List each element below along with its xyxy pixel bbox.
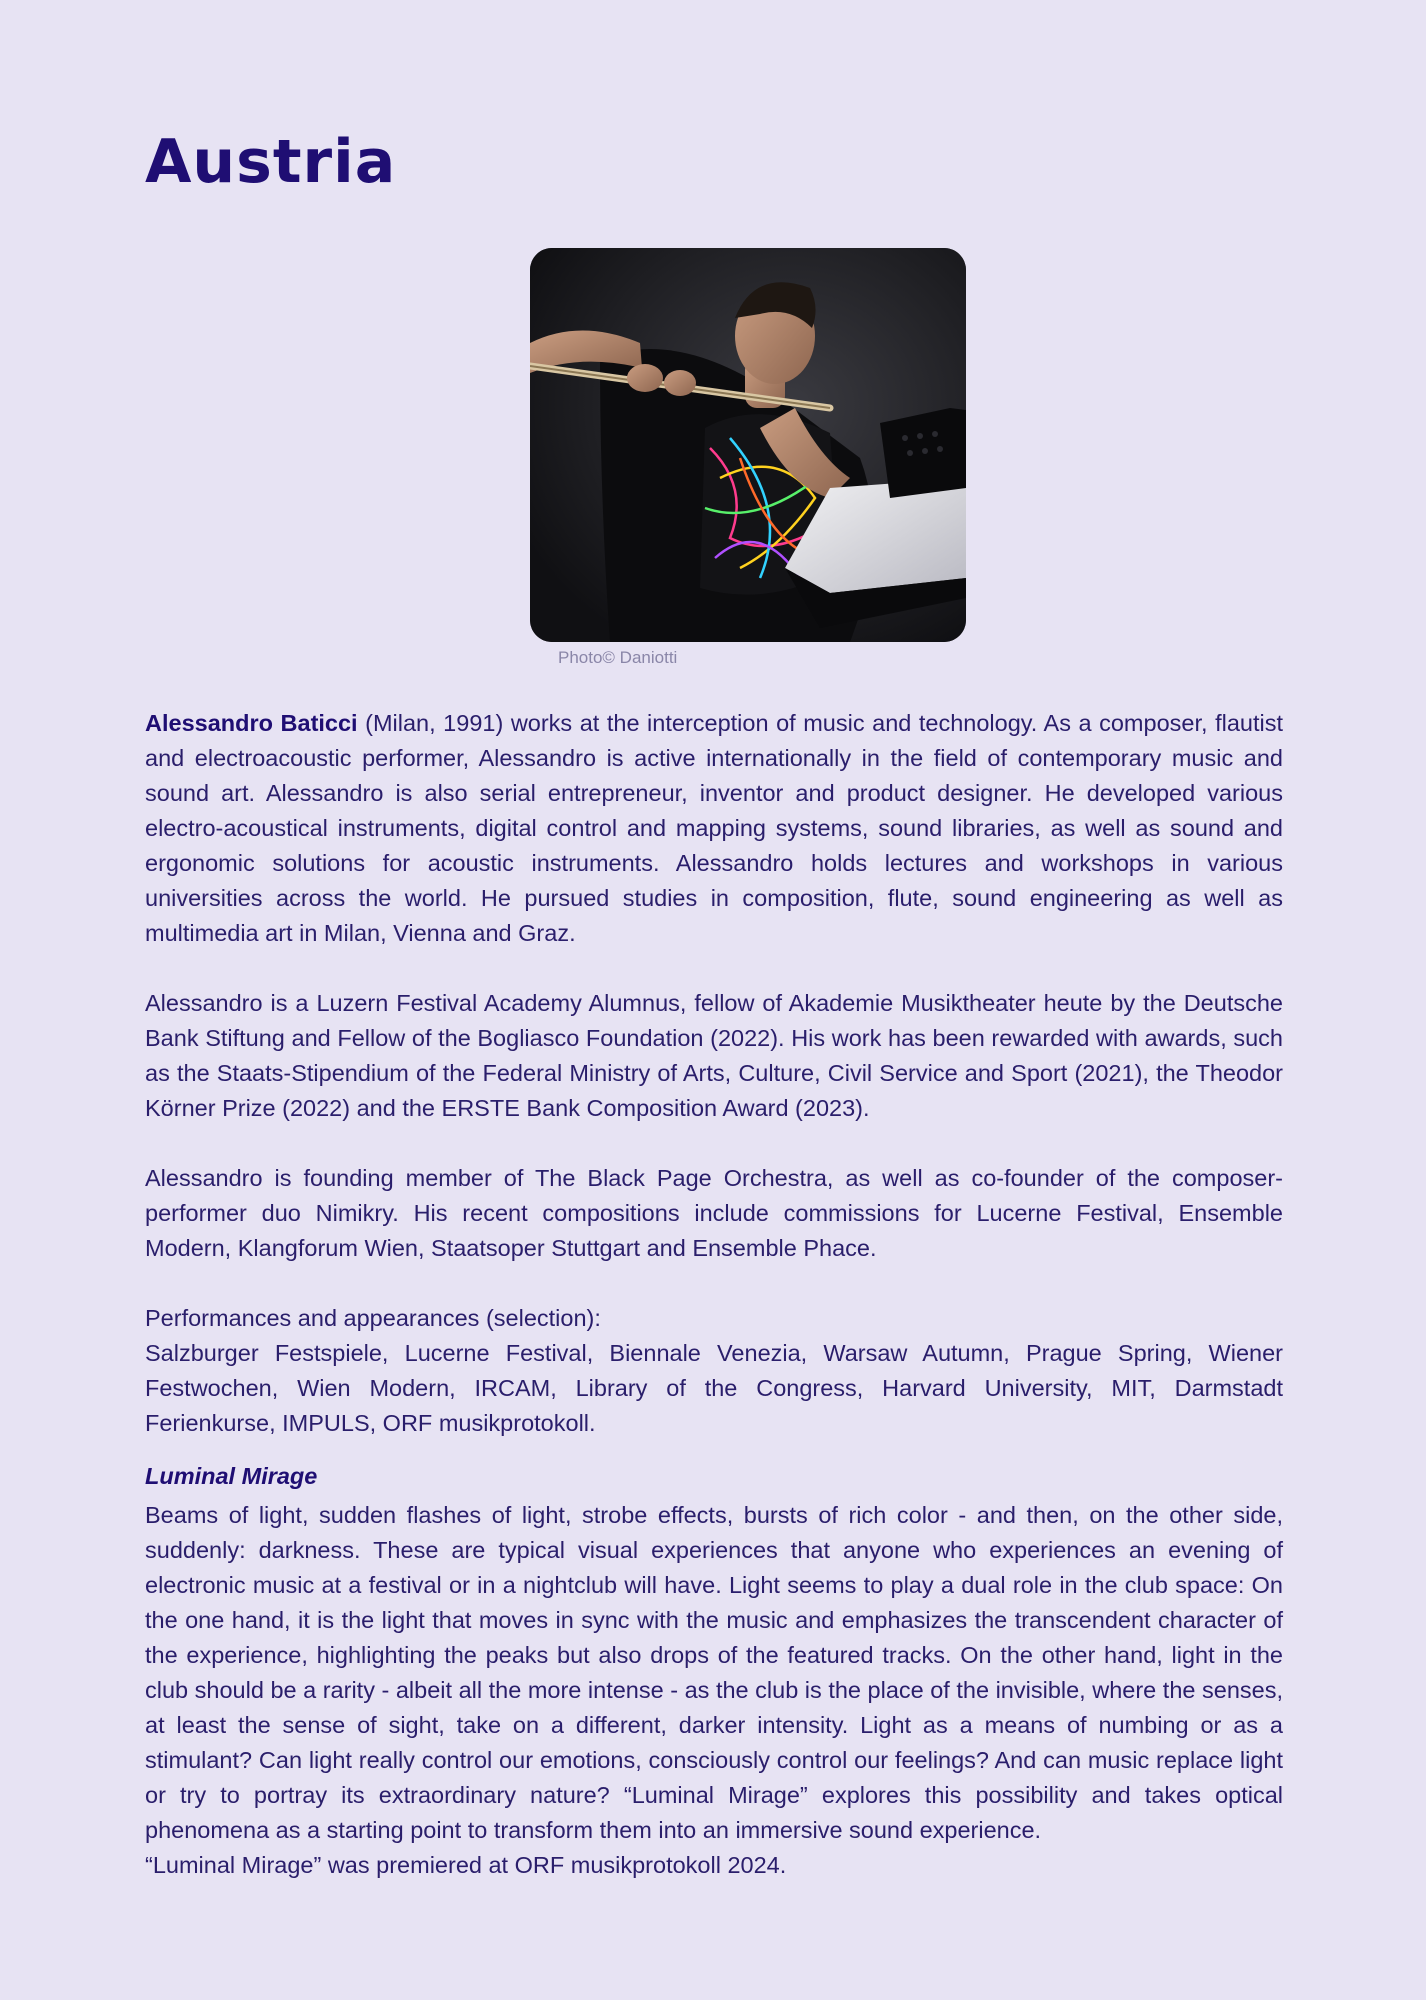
performances-list: Salzburger Festspiele, Lucerne Festival, Biennale Venezia, Warsaw Autumn, Prague Spring, Wiener Festwochen, Wien Modern, IRCAM, Library of the Congress, Harvard University, MIT, Darmstadt Ferienkurse, IMPULS, ORF musikprotokoll. (145, 1340, 1283, 1436)
photo-block (530, 248, 966, 668)
work-title: Luminal Mirage (145, 1463, 318, 1489)
artist-name: Alessandro Baticci (145, 710, 358, 736)
article-body (145, 706, 1283, 1883)
bio-paragraph-3: Alessandro is founding member of The Black Page Orchestra, as well as co-founder of the composer-performer duo Nimikry. His recent compositions include commissions for Lucerne Festival, Ensemble Modern, Klangforum Wien, Staatsoper Stuttgart and Ensemble Phace. (145, 1165, 1283, 1261)
bio-paragraph-2: Alessandro is a Luzern Festival Academy Alumnus, fellow of Akademie Musiktheater heute by the Deutsche Bank Stiftung and Fellow of the Bogliasco Foundation (2022). His work has been rewarded with awards, such as the Staats-Stipendium of the Federal Ministry of Arts, Culture, Civil Service and Sport (2021), the Theodor Körner Prize (2022) and the ERSTE Bank Composition Award (2023). (145, 990, 1283, 1121)
bio-paragraph-1-text: (Milan, 1991) works at the interception of music and technology. As a composer, flautist and electroacoustic performer, Alessandro is active internationally in the field of contemporary music and sound art. Alessandro is also serial entrepreneur, inventor and product designer. He developed various electro-acoustical instruments, digital control and mapping systems, sound libraries, as well as sound and ergonomic solutions for acoustic instruments. Alessandro holds lectures and workshops in various universities across the world. He pursued studies in composition, flute, sound engineering as well as multimedia art in Milan, Vienna and Graz. (145, 710, 1283, 946)
work-section (145, 1459, 1283, 1883)
photo-credit: Photo© Daniotti (558, 648, 678, 667)
performances-heading: Performances and appearances (selection): (145, 1305, 601, 1331)
work-premiere: “Luminal Mirage” was premiered at ORF musikprotokoll 2024. (145, 1852, 787, 1878)
artist-photo (530, 248, 966, 642)
work-description: Beams of light, sudden flashes of light, strobe effects, bursts of rich color - and then, on the other side, suddenly: darkness. These are typical visual experiences that anyone who experiences an evening of electronic music at a festival or in a nightclub will have. Light seems to play a dual role in the club space: On the one hand, it is the light that moves in sync with the music and emphasizes the transcendent character of the experience, highlighting the peaks but also drops of the featured tracks. On the other hand, light in the club should be a rarity - albeit all the more intense - as the club is the place of the invisible, where the senses, at least the sense of sight, take on a different, darker intensity. Light as a means of numbing or as a stimulant? Can light really control our emotions, consciously control our feelings? And can music replace light or try to portray its extraordinary nature? “Luminal Mirage” explores this possibility and takes optical phenomena as a starting point to transform them into an immersive sound experience. (145, 1502, 1283, 1843)
performances-section (145, 1301, 1283, 1441)
bio-paragraph-1 (145, 706, 1283, 951)
page-title: Austria (145, 127, 397, 197)
